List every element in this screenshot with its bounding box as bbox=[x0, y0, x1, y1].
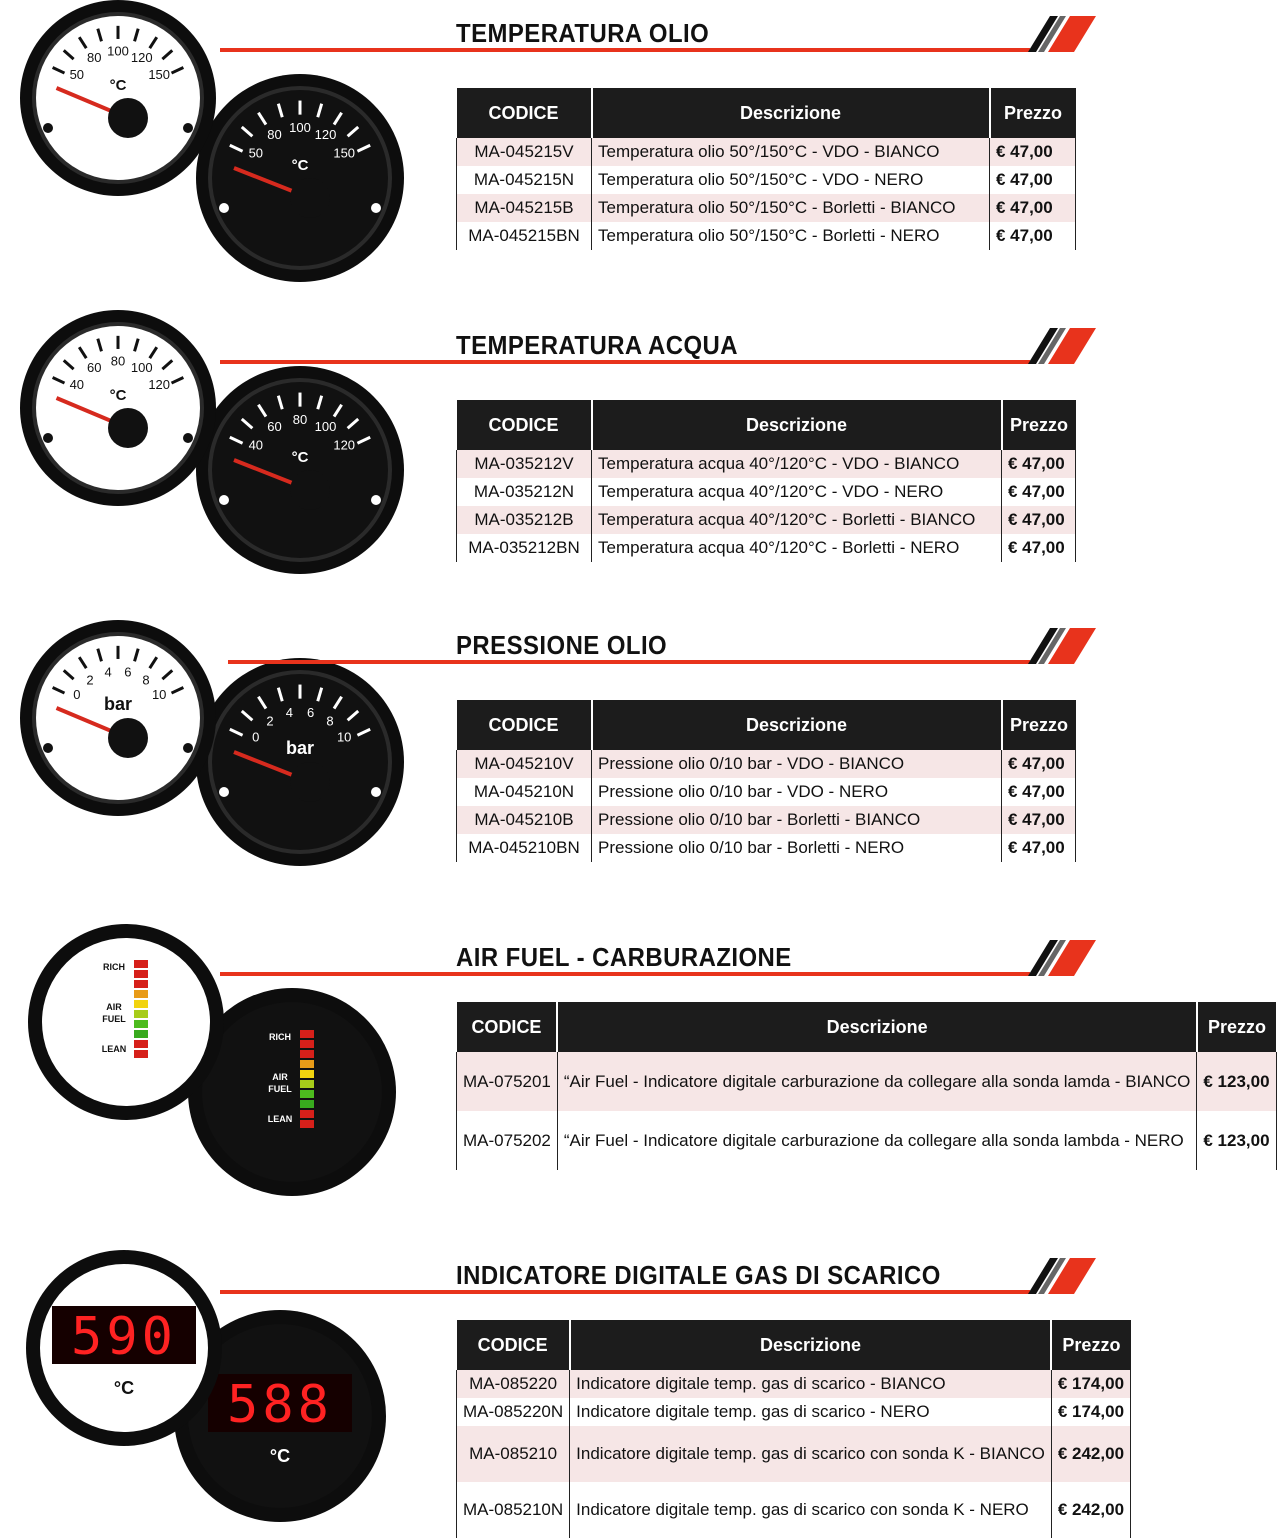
product-price: € 174,00 bbox=[1051, 1398, 1130, 1426]
led-segment bbox=[300, 1060, 314, 1068]
product-code: MA-035212V bbox=[457, 450, 592, 478]
scale-label: 6 bbox=[124, 664, 132, 680]
scale-label: 8 bbox=[142, 672, 150, 688]
table-row bbox=[457, 1426, 1131, 1482]
screw bbox=[43, 123, 53, 133]
scale-label: 80 bbox=[292, 411, 308, 427]
product-price: € 47,00 bbox=[1002, 450, 1076, 478]
screw bbox=[219, 203, 229, 213]
led-segment bbox=[300, 1050, 314, 1058]
title-rule bbox=[220, 1290, 1030, 1294]
header-code: CODICE bbox=[457, 88, 592, 138]
led-segment bbox=[300, 1030, 314, 1038]
product-description: Pressione olio 0/10 bar - Borletti - BIANCO bbox=[592, 806, 1002, 834]
airfuel-label: AIR bbox=[272, 1072, 288, 1082]
product-description: Pressione olio 0/10 bar - VDO - NERO bbox=[592, 778, 1002, 806]
scale-label: 50 bbox=[69, 67, 85, 83]
product-price: € 47,00 bbox=[1002, 778, 1076, 806]
product-code: MA-085210N bbox=[457, 1482, 570, 1538]
table-row bbox=[457, 834, 1076, 862]
scale-label: 2 bbox=[266, 713, 274, 729]
scale-label: 4 bbox=[285, 705, 294, 721]
product-price: € 242,00 bbox=[1051, 1426, 1130, 1482]
title-rule bbox=[220, 360, 1030, 364]
scale-label: 2 bbox=[86, 672, 94, 688]
white-gauge bbox=[20, 0, 216, 196]
section-title: AIR FUEL - CARBURAZIONE bbox=[456, 942, 792, 972]
gauge-image bbox=[0, 310, 440, 610]
scale-label: 10 bbox=[151, 687, 167, 703]
scale-label: 80 bbox=[267, 126, 282, 142]
section-pressione-olio bbox=[0, 610, 1107, 910]
scale-label: 0 bbox=[252, 729, 260, 745]
header-price: Prezzo bbox=[1002, 700, 1076, 750]
scale-label: 80 bbox=[110, 353, 126, 369]
product-price: € 47,00 bbox=[990, 166, 1076, 194]
gauge-image bbox=[0, 922, 440, 1222]
screw bbox=[219, 787, 229, 797]
scale-label: 10 bbox=[336, 729, 352, 745]
product-price: € 47,00 bbox=[990, 194, 1076, 222]
led-segment bbox=[134, 980, 148, 988]
gauge-face bbox=[212, 90, 388, 266]
product-code: MA-045215V bbox=[457, 138, 592, 166]
led-segment bbox=[134, 1020, 148, 1028]
scale-label: 120 bbox=[130, 49, 153, 65]
white-gauge bbox=[20, 620, 216, 816]
title-rule bbox=[228, 660, 1030, 664]
product-code: MA-075201 bbox=[457, 1052, 558, 1111]
title-rule bbox=[220, 48, 1030, 52]
gauge-image bbox=[0, 610, 440, 910]
needle-hub bbox=[290, 178, 330, 218]
product-code: MA-075202 bbox=[457, 1111, 558, 1170]
stripe-decoration bbox=[1018, 940, 1096, 976]
gauge-face bbox=[36, 16, 200, 180]
product-description: Temperatura olio 50°/150°C - Borletti - BIANCO bbox=[592, 194, 990, 222]
section-temperatura-acqua bbox=[0, 310, 1107, 610]
gauge-face bbox=[42, 938, 210, 1106]
led-segment bbox=[134, 1010, 148, 1018]
airfuel-label: LEAN bbox=[267, 1114, 293, 1124]
airfuel-label: LEAN bbox=[101, 1044, 127, 1054]
black-gauge bbox=[196, 366, 404, 574]
header-description: Descrizione bbox=[592, 700, 1002, 750]
table-row bbox=[457, 166, 1076, 194]
product-code: MA-035212BN bbox=[457, 534, 592, 562]
table-row bbox=[457, 194, 1076, 222]
table-row bbox=[457, 138, 1076, 166]
product-code: MA-045210BN bbox=[457, 834, 592, 862]
scale-label: 60 bbox=[86, 359, 102, 375]
product-price: € 174,00 bbox=[1051, 1370, 1130, 1398]
product-description: Temperatura acqua 40°/120°C - Borletti - BIANCO bbox=[592, 506, 1002, 534]
product-code: MA-035212N bbox=[457, 478, 592, 506]
scale-label: 150 bbox=[333, 145, 356, 161]
product-description: Indicatore digitale temp. gas di scarico - BIANCO bbox=[570, 1370, 1052, 1398]
white-gauge bbox=[20, 310, 216, 506]
table-row bbox=[457, 1370, 1131, 1398]
product-table bbox=[456, 400, 1076, 562]
product-price: € 123,00 bbox=[1197, 1111, 1276, 1170]
scale-label: 100 bbox=[289, 119, 311, 135]
led-segment bbox=[134, 1050, 148, 1058]
product-table bbox=[456, 88, 1076, 250]
screw bbox=[183, 743, 193, 753]
product-code: MA-045210B bbox=[457, 806, 592, 834]
unit-label: °C bbox=[113, 1378, 135, 1398]
table-row bbox=[457, 1052, 1277, 1111]
header-code: CODICE bbox=[457, 400, 592, 450]
gauge-image bbox=[0, 1238, 440, 1539]
table-row bbox=[457, 1111, 1277, 1170]
led-segment bbox=[300, 1120, 314, 1128]
black-gauge bbox=[196, 74, 404, 282]
screw bbox=[371, 203, 381, 213]
product-description: Pressione olio 0/10 bar - Borletti - NERO bbox=[592, 834, 1002, 862]
product-code: MA-045215BN bbox=[457, 222, 592, 250]
product-code: MA-035212B bbox=[457, 506, 592, 534]
unit-label: °C bbox=[109, 77, 127, 94]
product-description: Temperatura acqua 40°/120°C - Borletti - NERO bbox=[592, 534, 1002, 562]
header-code: CODICE bbox=[457, 700, 592, 750]
airfuel-label: FUEL bbox=[102, 1014, 126, 1024]
unit-label: bar bbox=[103, 694, 133, 714]
scale-label: 4 bbox=[104, 664, 112, 680]
screw bbox=[183, 123, 193, 133]
section-title: TEMPERATURA OLIO bbox=[456, 18, 710, 48]
needle-hub bbox=[290, 762, 330, 802]
scale-label: 120 bbox=[333, 437, 356, 453]
table-row bbox=[457, 806, 1076, 834]
product-price: € 47,00 bbox=[1002, 834, 1076, 862]
led-segment bbox=[134, 990, 148, 998]
product-description: Temperatura acqua 40°/120°C - VDO - NERO bbox=[592, 478, 1002, 506]
scale-label: 40 bbox=[248, 437, 264, 453]
led-segment bbox=[300, 1110, 314, 1118]
product-description: “Air Fuel - Indicatore digitale carburazione da collegare alla sonda lamda - BIANCO bbox=[557, 1052, 1196, 1111]
product-price: € 47,00 bbox=[990, 138, 1076, 166]
scale-label: 100 bbox=[107, 43, 129, 59]
led-segment bbox=[300, 1070, 314, 1078]
screw bbox=[43, 743, 53, 753]
scale-label: 40 bbox=[69, 377, 85, 393]
scale-label: 120 bbox=[314, 126, 337, 142]
led-segment bbox=[300, 1040, 314, 1048]
stripe-decoration bbox=[1018, 628, 1096, 664]
black-gauge bbox=[196, 658, 404, 866]
unit-label: °C bbox=[291, 157, 309, 174]
scale-label: 6 bbox=[306, 705, 315, 721]
led-segment bbox=[300, 1080, 314, 1088]
screw bbox=[43, 433, 53, 443]
product-description: Temperatura olio 50°/150°C - VDO - NERO bbox=[592, 166, 990, 194]
gauge-face bbox=[36, 636, 200, 800]
screw bbox=[219, 495, 229, 505]
scale-label: 120 bbox=[148, 377, 171, 393]
section-temperatura-olio bbox=[0, 0, 1107, 300]
digital-readout: 590 bbox=[71, 1307, 177, 1367]
product-description: Indicatore digitale temp. gas di scarico con sonda K - BIANCO bbox=[570, 1426, 1052, 1482]
section-air-fuel bbox=[0, 922, 1270, 1222]
table-row bbox=[457, 778, 1076, 806]
unit-label: °C bbox=[269, 1446, 291, 1466]
product-table bbox=[456, 700, 1076, 862]
product-description: Temperatura olio 50°/150°C - Borletti - NERO bbox=[592, 222, 990, 250]
scale-label: 100 bbox=[314, 418, 337, 434]
scale-label: 0 bbox=[73, 687, 81, 703]
product-code: MA-045215B bbox=[457, 194, 592, 222]
gauge-face bbox=[212, 674, 388, 850]
product-price: € 242,00 bbox=[1051, 1482, 1130, 1538]
table-row bbox=[457, 750, 1076, 778]
led-segment bbox=[134, 970, 148, 978]
product-price: € 47,00 bbox=[1002, 478, 1076, 506]
airfuel-label: AIR bbox=[106, 1002, 122, 1012]
led-segment bbox=[134, 1030, 148, 1038]
header-price: Prezzo bbox=[1051, 1320, 1130, 1370]
product-description: Temperatura olio 50°/150°C - VDO - BIANCO bbox=[592, 138, 990, 166]
product-code: MA-085220 bbox=[457, 1370, 570, 1398]
section-title: TEMPERATURA ACQUA bbox=[456, 330, 739, 360]
product-price: € 123,00 bbox=[1197, 1052, 1276, 1111]
gauge-face bbox=[212, 382, 388, 558]
section-gas-scarico bbox=[0, 1238, 1125, 1539]
header-price: Prezzo bbox=[1197, 1002, 1276, 1052]
header-description: Descrizione bbox=[570, 1320, 1052, 1370]
needle-hub bbox=[108, 98, 148, 138]
product-code: MA-045215N bbox=[457, 166, 592, 194]
product-description: Indicatore digitale temp. gas di scarico - NERO bbox=[570, 1398, 1052, 1426]
led-segment bbox=[300, 1100, 314, 1108]
product-price: € 47,00 bbox=[1002, 506, 1076, 534]
header-description: Descrizione bbox=[592, 400, 1002, 450]
product-table bbox=[456, 1002, 1277, 1170]
airfuel-label: FUEL bbox=[268, 1084, 292, 1094]
table-row bbox=[457, 478, 1076, 506]
unit-label: bar bbox=[285, 738, 315, 758]
header-description: Descrizione bbox=[557, 1002, 1196, 1052]
product-description: Indicatore digitale temp. gas di scarico con sonda K - NERO bbox=[570, 1482, 1052, 1538]
header-code: CODICE bbox=[457, 1002, 558, 1052]
needle-hub bbox=[108, 408, 148, 448]
digital-gauge bbox=[26, 1250, 222, 1446]
header-price: Prezzo bbox=[1002, 400, 1076, 450]
product-description: “Air Fuel - Indicatore digitale carburazione da collegare alla sonda lambda - NERO bbox=[557, 1111, 1196, 1170]
table-row bbox=[457, 1398, 1131, 1426]
header-code: CODICE bbox=[457, 1320, 570, 1370]
product-description: Temperatura acqua 40°/120°C - VDO - BIANCO bbox=[592, 450, 1002, 478]
needle-hub bbox=[290, 470, 330, 510]
product-price: € 47,00 bbox=[990, 222, 1076, 250]
scale-label: 150 bbox=[148, 67, 171, 83]
stripe-decoration bbox=[1018, 328, 1096, 364]
section-title: PRESSIONE OLIO bbox=[456, 630, 668, 660]
screw bbox=[371, 787, 381, 797]
stripe-decoration bbox=[1018, 16, 1096, 52]
screw bbox=[183, 433, 193, 443]
screw bbox=[371, 495, 381, 505]
table-row bbox=[457, 534, 1076, 562]
table-row bbox=[457, 222, 1076, 250]
product-price: € 47,00 bbox=[1002, 806, 1076, 834]
table-row bbox=[457, 506, 1076, 534]
airfuel-label: RICH bbox=[269, 1032, 291, 1042]
section-title: INDICATORE DIGITALE GAS DI SCARICO bbox=[456, 1260, 941, 1290]
led-segment bbox=[134, 1040, 148, 1048]
product-code: MA-085210 bbox=[457, 1426, 570, 1482]
table-row bbox=[457, 1482, 1131, 1538]
product-code: MA-085220N bbox=[457, 1398, 570, 1426]
unit-label: °C bbox=[291, 449, 309, 466]
led-segment bbox=[134, 960, 148, 968]
product-code: MA-045210N bbox=[457, 778, 592, 806]
title-rule bbox=[220, 972, 1030, 976]
gauge-face bbox=[202, 1002, 382, 1182]
product-table bbox=[456, 1320, 1131, 1538]
product-code: MA-045210V bbox=[457, 750, 592, 778]
header-price: Prezzo bbox=[990, 88, 1076, 138]
scale-label: 100 bbox=[130, 359, 153, 375]
needle-hub bbox=[108, 718, 148, 758]
led-segment bbox=[300, 1090, 314, 1098]
product-description: Pressione olio 0/10 bar - VDO - BIANCO bbox=[592, 750, 1002, 778]
stripe-decoration bbox=[1018, 1258, 1096, 1294]
header-description: Descrizione bbox=[592, 88, 990, 138]
scale-label: 50 bbox=[248, 145, 264, 161]
airfuel-gauge bbox=[28, 924, 224, 1120]
digital-readout: 588 bbox=[227, 1375, 333, 1435]
unit-label: °C bbox=[109, 387, 127, 404]
product-price: € 47,00 bbox=[1002, 534, 1076, 562]
led-segment bbox=[134, 1000, 148, 1008]
scale-label: 80 bbox=[86, 49, 102, 65]
scale-label: 8 bbox=[326, 713, 334, 729]
airfuel-label: RICH bbox=[103, 962, 125, 972]
table-row bbox=[457, 450, 1076, 478]
gauge-face bbox=[36, 326, 200, 490]
scale-label: 60 bbox=[267, 418, 282, 434]
gauge-image bbox=[0, 0, 440, 300]
product-price: € 47,00 bbox=[1002, 750, 1076, 778]
